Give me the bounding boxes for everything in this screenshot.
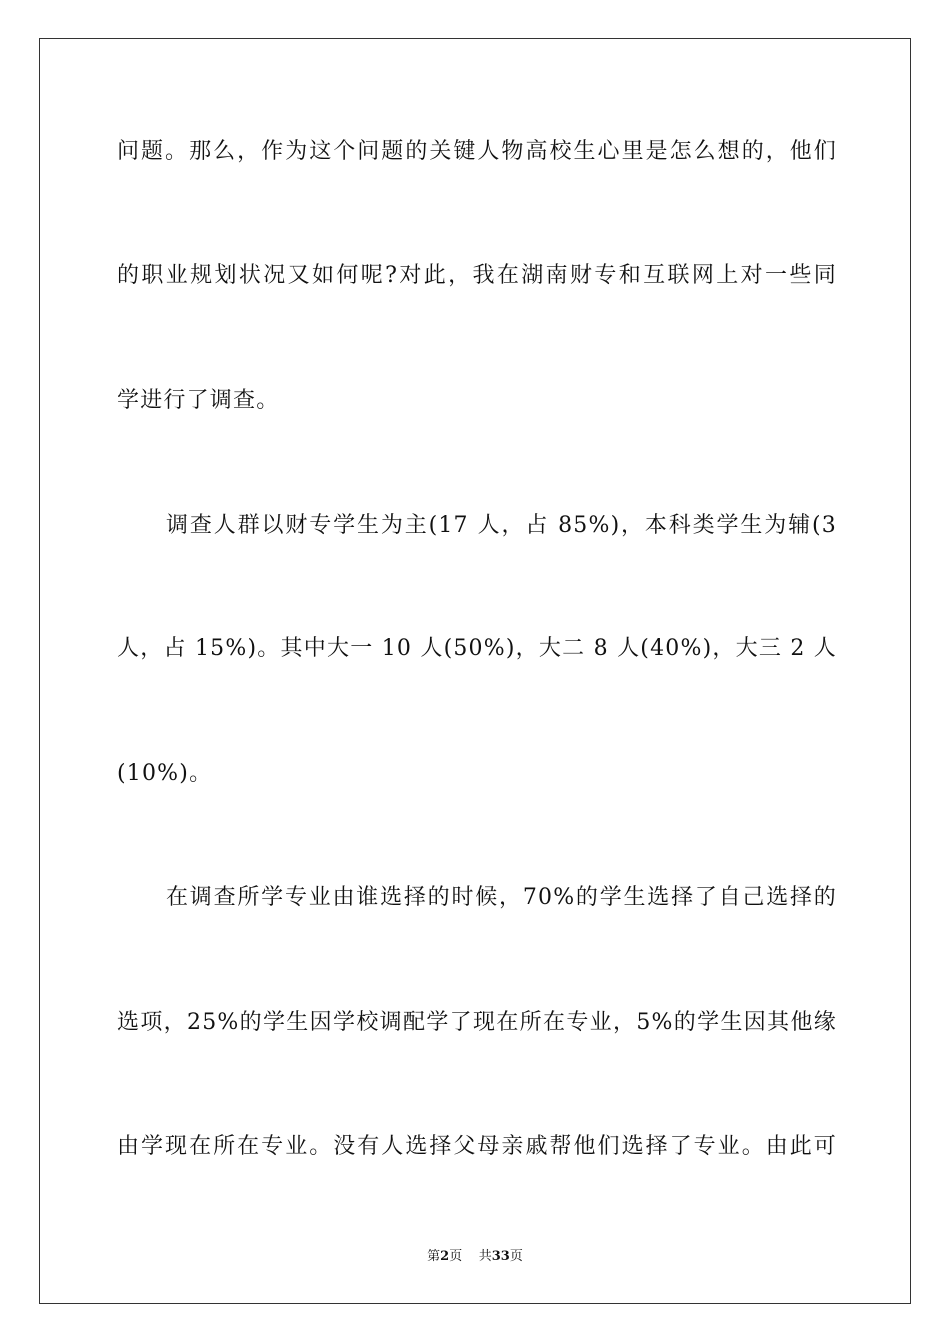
page-border	[39, 38, 911, 1304]
body-line-1: 问题。那么，作为这个问题的关键人物高校生心里是怎么想的，他们	[117, 139, 837, 164]
body-line-2: 的职业规划状况又如何呢?对此，我在湖南财专和互联网上对一些同	[117, 263, 837, 288]
body-line-4: 调查人群以财专学生为主(17 人，占 85%)，本科类学生为辅(3	[166, 513, 837, 538]
footer-total-suffix: 页	[509, 1249, 523, 1264]
footer-total-prefix: 共	[478, 1249, 492, 1264]
page-footer	[0, 1248, 950, 1266]
footer-page-suffix: 页	[449, 1249, 463, 1264]
body-line-3: 学进行了调查。	[117, 388, 280, 413]
body-line-5: 人，占 15%)。其中大一 10 人(50%)，大二 8 人(40%)，大三 2 人	[117, 636, 837, 661]
body-line-6: (10%)。	[117, 761, 213, 786]
footer-page-prefix: 第	[427, 1249, 441, 1264]
footer-page-number: 2	[440, 1249, 450, 1264]
body-line-7: 在调查所学专业由谁选择的时候，70%的学生选择了自己选择的	[166, 885, 837, 910]
footer-total-pages: 33	[491, 1249, 510, 1264]
body-line-9: 由学现在所在专业。没有人选择父母亲戚帮他们选择了专业。由此可	[117, 1134, 837, 1159]
body-line-8: 选项，25%的学生因学校调配学了现在所在专业，5%的学生因其他缘	[117, 1010, 837, 1035]
